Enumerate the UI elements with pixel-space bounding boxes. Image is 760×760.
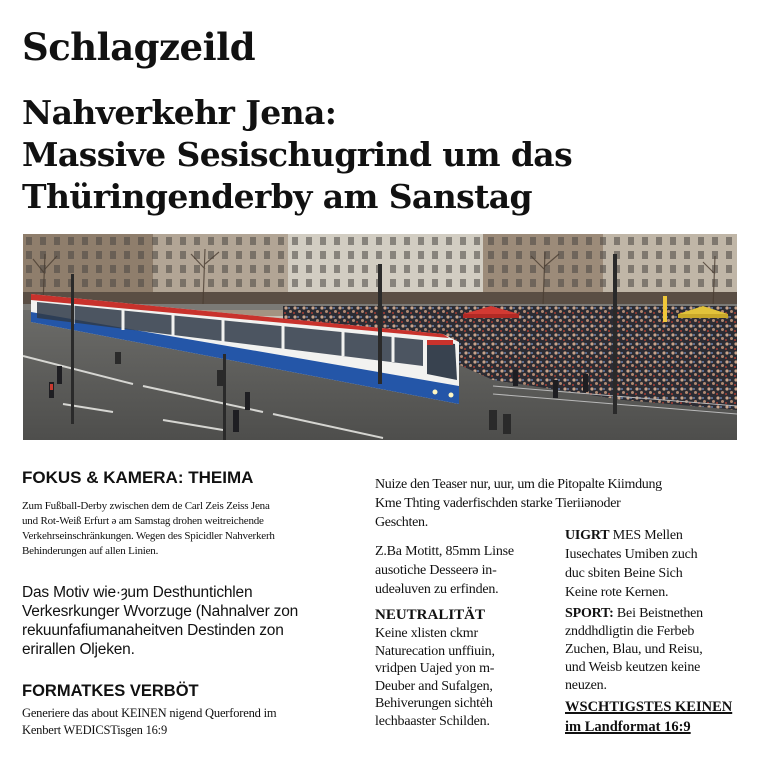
tram-crowd-photo — [23, 234, 737, 440]
uigrt-heading-line — [565, 526, 697, 545]
sport-line: znddhdligtin die Ferbeb — [565, 624, 695, 639]
neutralitaet-heading: NEUTRALITÄT — [375, 607, 486, 623]
fokus-line: und Rot-Weiß Erfurt ә am Samstag drohen weitreichende — [22, 515, 264, 527]
formatkes-line: Kenbert WEDICSTisgen 16:9 — [22, 723, 168, 737]
uigrt-heading: UIGRT — [565, 528, 610, 543]
sport-line: Zuchen, Blau, und Reisu, — [565, 642, 703, 657]
motiv-line: Das Motiv wie·ȝum Desthuntichlen — [22, 584, 253, 601]
teaser-line: Nuize den Teaser nur, uur, um die Pitopalte Kiimdung — [375, 477, 662, 492]
fokus-line: Behinderungen auf allen Linien. — [22, 545, 159, 557]
neutralitaet-body — [375, 625, 495, 730]
neutralitaet-line: lechbaaster Schilden. — [375, 713, 490, 729]
sport-line: neuzen. — [565, 678, 607, 693]
wschtigstes-line: WSCHTIGSTES KEINEN — [565, 699, 733, 715]
headline-line: Nahverkehr Jena: — [22, 93, 337, 132]
formatkes-heading: FORMATKES VERBÖT — [22, 682, 199, 700]
uigrt-line: Iusechates Umiben zuch — [565, 547, 698, 562]
neutralitaet-line: Naturecation unffiuin, — [375, 643, 495, 659]
uigrt-line: Keine rote Kernen. — [565, 585, 669, 600]
teaser-line: Kme Thting vaderfischden starke Tieriiǝnoder — [375, 496, 621, 511]
motiv-body — [22, 583, 298, 659]
fokus-line: Verkehrseinschränkungen. Wegen des Spicidler Nahverkerh — [22, 530, 275, 542]
fokus-line: Zum Fußball-Derby zwischen dem de Carl Zeis Zeiss Jena — [22, 500, 270, 512]
zba-line: Z.Ba Motitt, 85mm Linse — [375, 544, 514, 559]
headline — [22, 92, 742, 218]
sport-heading: SPORT: — [565, 606, 614, 621]
sport-line: und Weisb keutzen keine — [565, 660, 701, 675]
teaser-body — [375, 475, 662, 532]
headline-line: Massive Sesischugrind um das — [22, 135, 573, 174]
motiv-line: erirallen Oljeken. — [22, 641, 135, 658]
wschtigstes-block — [565, 697, 732, 737]
zba-line: ausotiche Desseerǝ in- — [375, 563, 497, 578]
zba-body — [375, 542, 514, 599]
formatkes-line: Generiere das about KEINEN nigend Querforend im — [22, 706, 277, 720]
uigrt-block — [565, 526, 697, 602]
wschtigstes-line: im Landformat 16:9 — [565, 719, 691, 735]
neutralitaet-line: Deuber and Sufalgen, — [375, 678, 493, 694]
teaser-line: Geschten. — [375, 515, 428, 530]
motiv-line: Verkesrkunger Wvorzuge (Nahnalver zon — [22, 603, 299, 620]
fokus-body — [22, 499, 275, 559]
sport-heading-line — [565, 605, 703, 623]
headline-line: Thüringenderby am Sanstag — [22, 177, 532, 216]
sport-block — [565, 605, 703, 695]
neutralitaet-line: vridpen Uajed yon m- — [375, 661, 495, 676]
uigrt-line: duc sbiten Beine Sich — [565, 566, 683, 581]
neutralitaet-line: Behiverungen sichtėh — [375, 696, 493, 711]
neutralitaet-line: Keine xlisten ckmr — [375, 626, 478, 641]
sport-heading-rest: Bei Beistnethen — [616, 606, 703, 621]
uigrt-heading-rest: MES Mellen — [612, 528, 683, 543]
motiv-line: rekuunfafiumanaheitven Destinden zon — [22, 622, 284, 639]
formatkes-body — [22, 705, 276, 739]
fokus-heading: FOKUS & KAMERA: THEIMA — [22, 468, 254, 487]
zba-line: udeǝluven zu erfinden. — [375, 582, 499, 597]
kicker: Schlagzeild — [22, 25, 256, 69]
